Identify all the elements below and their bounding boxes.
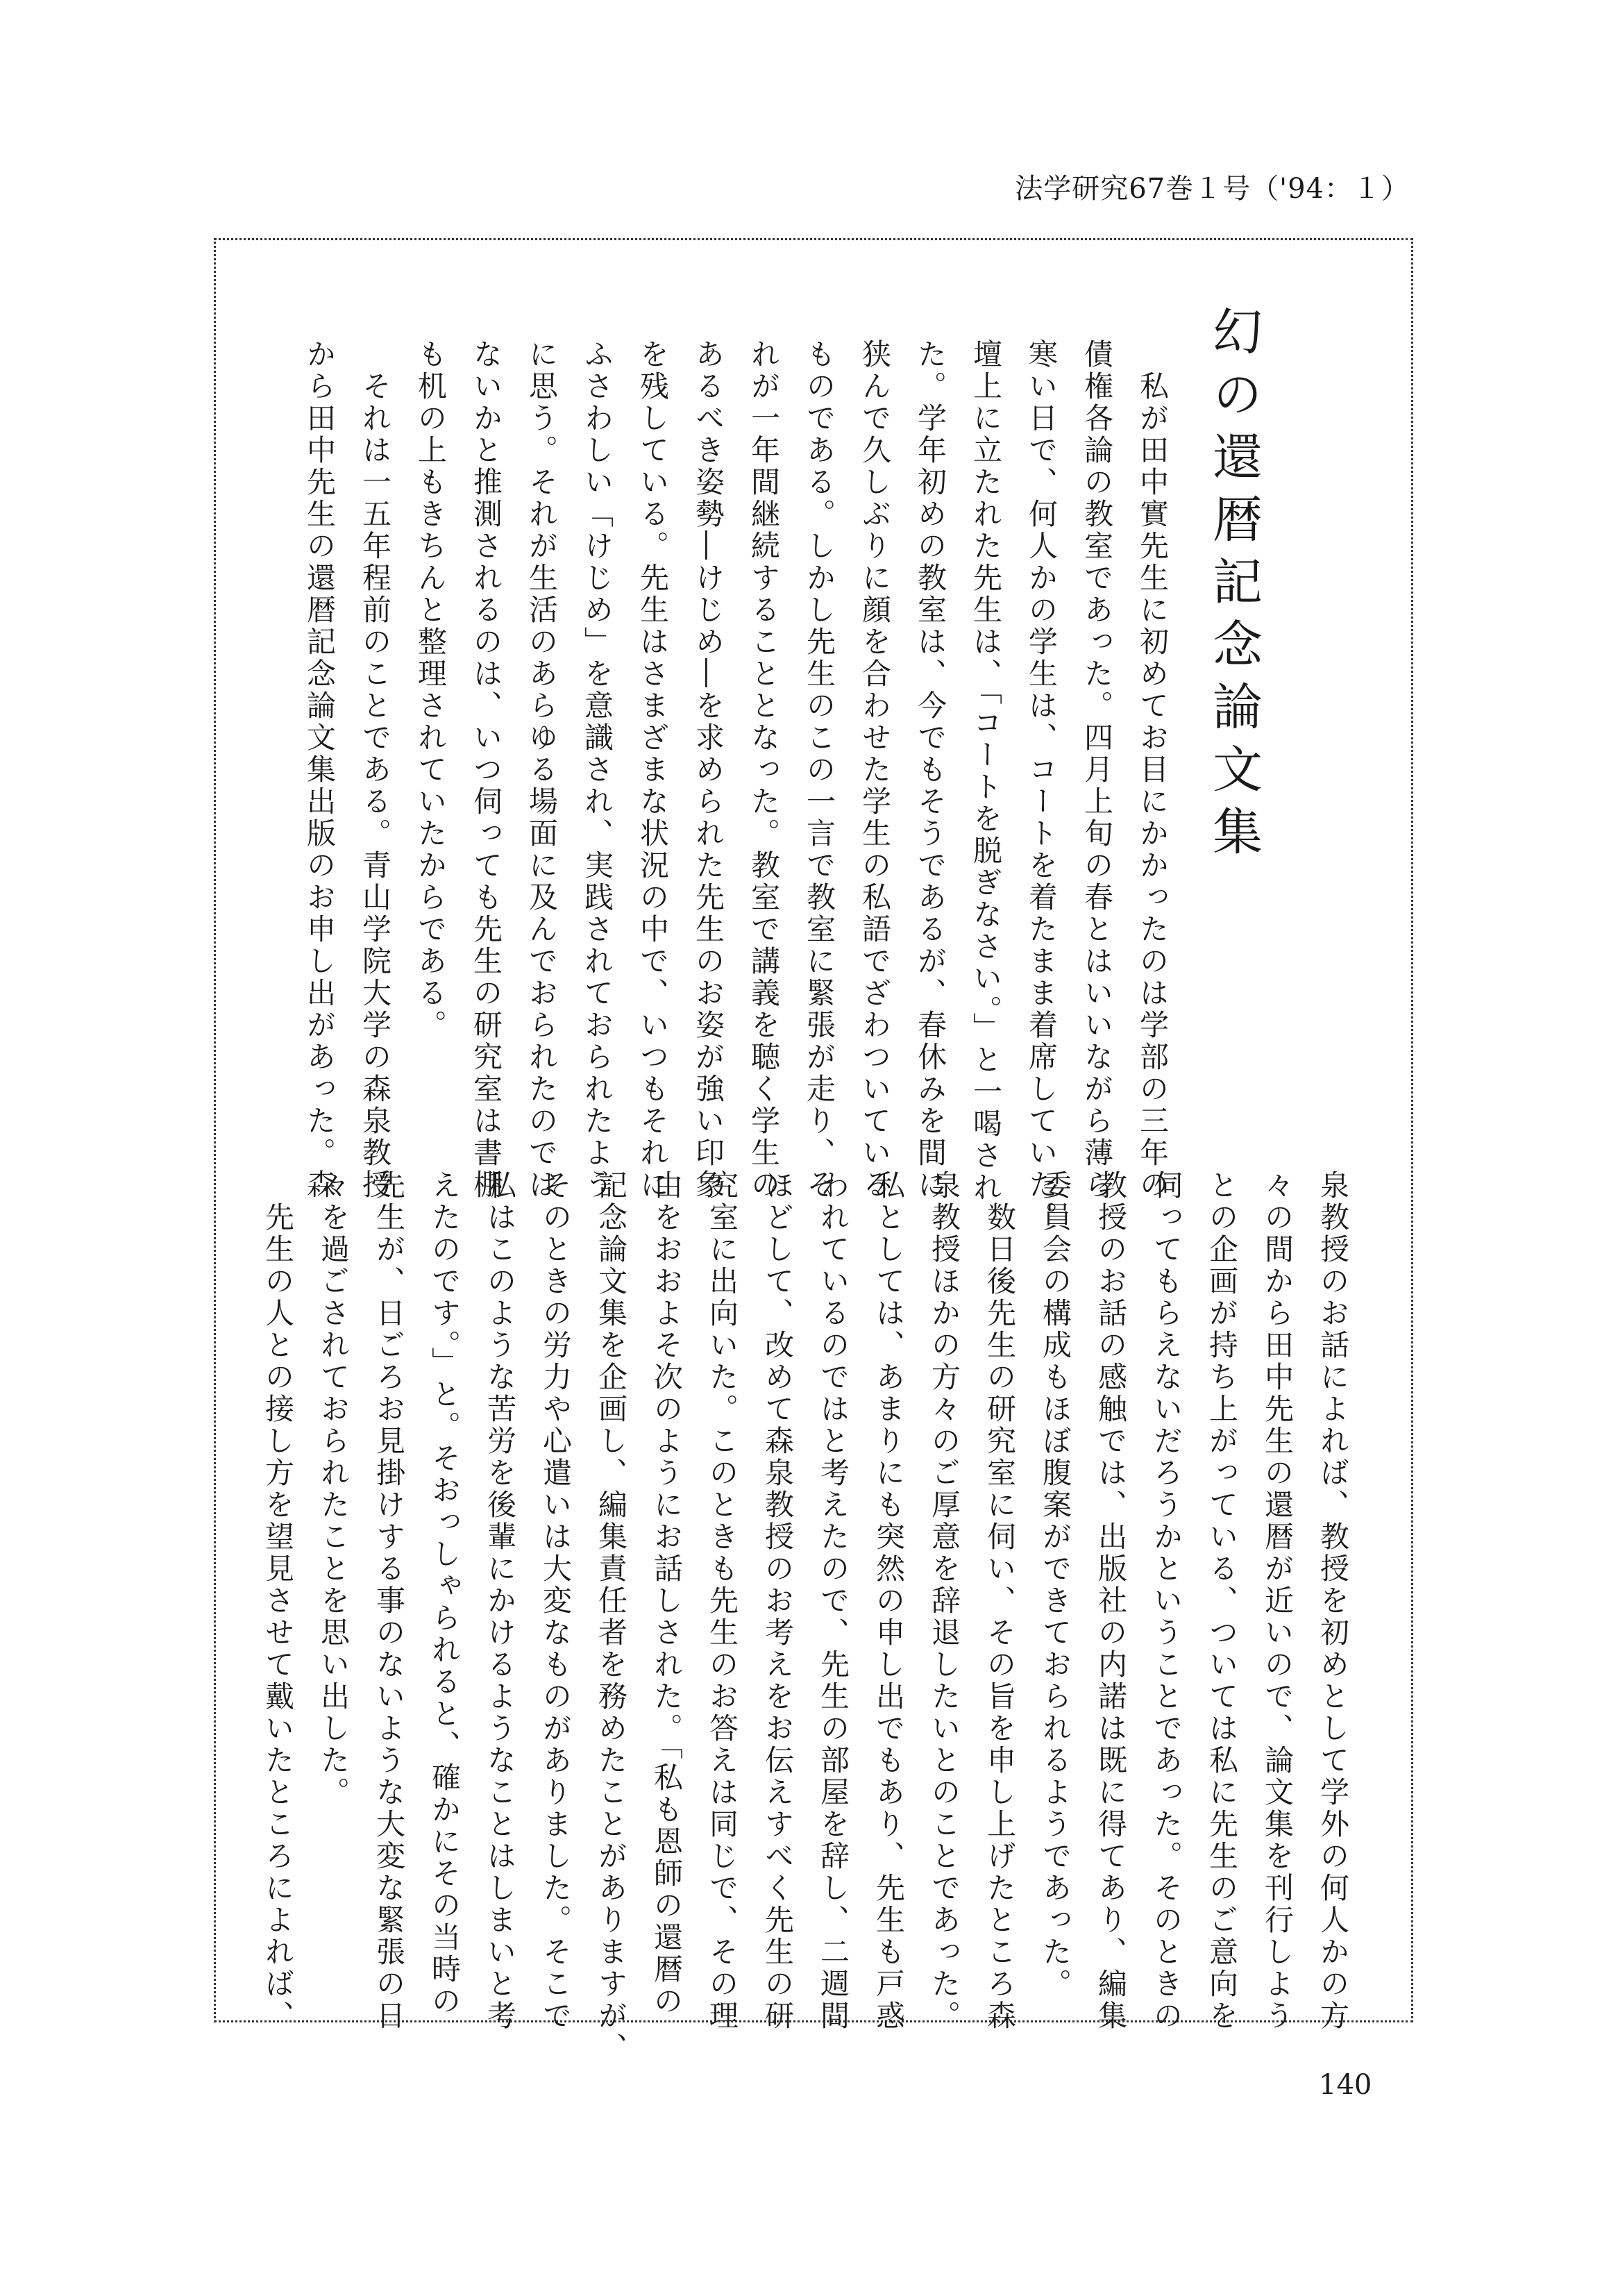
page-number: 140 bbox=[1319, 2069, 1372, 2101]
article-title: 幻の還暦記念論文集 bbox=[1204, 305, 1263, 868]
article-body-lower: 泉教授のお話によれば、教授を初めとして学外の何人かの方 々の間から田中先生の還暦が近いので、論文集を刊行しよう との企画が持ち上がっている、ついては私に先生のご意向を 伺ってもらえないだろうかということであった。そのときの 教授のお話の感触では、出版社の内諾は既に得てあり、編集 委員会の構成もほぼ腹案ができておられるようであった。 数日後先生の研究室に伺い、その旨を申し上げたところ森 泉教授ほかの方々のご厚意を辞退したいとのことであった。 私としては、あまりにも突然の申し出でもあり、先生も戸惑 われているのではと考えたので、先生の部屋を辞し、二週間 ほどして、改めて森泉教授のお考えをお伝えすべく先生の研 究室に出向いた。このときも先生のお答えは同じで、その理 由をおおよそ次のようにお話しされた。「私も恩師の還暦の 記念論文集を企画し、編集責任者を務めたことがありますが、 そのときの労力や心遣いは大変なものがありました。そこで 私はこのような苦労を後輩にかけるようなことはしまいと考 えたのです。」と。そおっしゃられると、確かにその当時の 先生が、日ごろお見掛けする事のないような大変な緊張の日 々を過ごされておられたことを思い出した。 先生の人との接し方を望見させて戴いたところによれば、 bbox=[261, 1170, 1350, 2064]
article-body-upper: 私が田中實先生に初めてお目にかかったのは学部の三年の 債権各論の教室であった。四月上旬の春とはいいながら薄ら 寒い日で、何人かの学生は、コートを着たまま着席していた。 壇上に立たれた先生は、「コートを脱ぎなさい。」と一喝され た。学年初めの教室は、今でもそうであるが、春休みを間に 狭んで久しぶりに顔を合わせた学生の私語でざわついている ものである。しかし先生のこの一言で教室に緊張が走り、そ れが一年間継続することとなった。教室で講義を聴く学生の あるべき姿勢―けじめ―を求められた先生のお姿が強い印象 を残している。先生はさまざまな状況の中で、いつもそれに ふさわしい「けじめ」を意識され、実践されておられたよう に思う。それが生活のあらゆる場面に及んでおられたのでは ないかと推測されるのは、いつ伺っても先生の研究室は書棚 も机の上もきちんと整理されていたからである。 それは一五年程前のことである。青山学院大学の森泉教授 から田中先生の還暦記念論文集出版のお申し出があった。森 bbox=[303, 339, 1170, 1233]
journal-header: 法学研究67巻１号（'94：１） bbox=[1015, 173, 1410, 205]
